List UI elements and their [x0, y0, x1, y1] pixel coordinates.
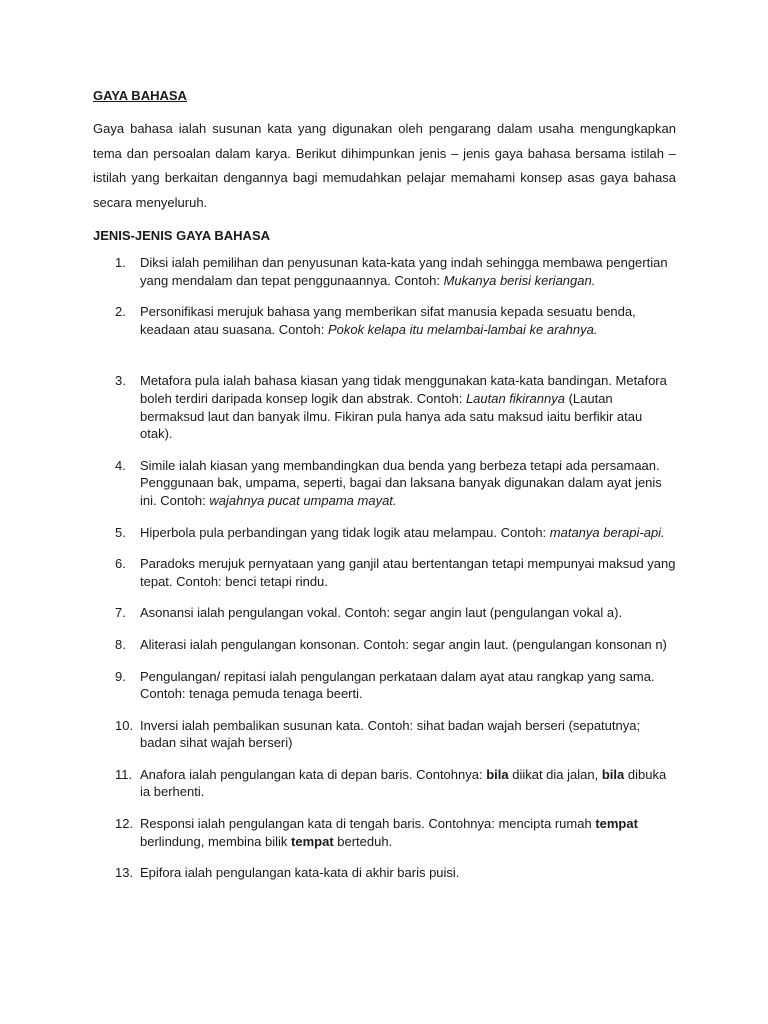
item-text-cont: diikat dia jalan, — [508, 766, 602, 782]
item-example: Pokok kelapa itu melambai-lambai ke arahnya. — [327, 321, 598, 337]
item-text: Paradoks merujuk pernyataan yang ganjil atau bertentangan tetapi mempunyai maksud yang tepat. Contoh: benci tetapi rindu. — [140, 556, 676, 589]
list-item — [93, 604, 676, 622]
item-text: Responsi ialah pengulangan kata di tengah baris. Contohnya: mencipta rumah — [140, 816, 596, 832]
item-text: Diksi ialah pemilihan dan penyusunan kata-kata yang indah sehingga membawa pengertian yang mendalam dan tepat penggunaannya. Contoh: — [140, 255, 668, 288]
gaya-bahasa-list — [93, 254, 676, 882]
list-number: 8. — [115, 636, 126, 652]
list-item — [93, 766, 676, 801]
item-bold-word: bila — [486, 766, 509, 782]
item-example: Lautan fikirannya — [465, 390, 565, 406]
item-text-cont: berlindung, membina bilik — [140, 833, 292, 849]
list-item — [93, 555, 676, 590]
list-number: 10. — [115, 717, 134, 733]
list-number: 7. — [115, 605, 126, 621]
list-item — [93, 254, 676, 289]
list-item — [93, 815, 676, 850]
list-item — [93, 636, 676, 654]
list-number: 6. — [115, 556, 126, 572]
item-example: Mukanya berisi keriangan. — [443, 272, 596, 288]
item-text: Simile ialah kiasan yang membandingkan dua benda yang berbeza tetapi ada persamaan. Penggunaan bak, umpama, seperti, bagai dan laksana banyak digunakan dalam ayat jenis ini. Contoh: — [140, 457, 662, 508]
item-text-cont: (Lautan bermaksud laut dan banyak ilmu. Fikiran pula hanya ada satu maksud iaitu berfikir atau otak). — [140, 390, 643, 442]
list-item — [93, 457, 676, 510]
list-number: 13. — [115, 865, 134, 881]
item-text: Anafora ialah pengulangan kata di depan baris. Contohnya: — [140, 766, 487, 782]
list-number: 2. — [115, 304, 126, 320]
intro-paragraph: Gaya bahasa ialah susunan kata yang digunakan oleh pengarang dalam usaha mengungkapkan tema dan persoalan dalam karya. Berikut dihimpunkan jenis – jenis gaya bahasa bersama istilah – istilah yang berkaitan dengannya bagi memudahkan pelajar memahami konsep asas gaya bahasa secara menyeluruh. — [93, 121, 676, 210]
item-text-cont: berteduh. — [333, 833, 393, 849]
list-number: 1. — [115, 255, 126, 270]
list-item — [93, 303, 676, 338]
list-number: 3. — [115, 373, 126, 389]
section-heading: JENIS-JENIS GAYA BAHASA — [93, 228, 270, 243]
item-text: Personifikasi merujuk bahasa yang memberikan sifat manusia kepada sesuatu benda, keadaan atau suasana. Contoh: — [140, 304, 636, 337]
item-bold-word: tempat — [291, 833, 334, 849]
item-text: Aliterasi ialah pengulangan konsonan. Contoh: segar angin laut. (pengulangan konsonan n) — [140, 636, 667, 652]
item-text-cont: dibuka ia berhenti. — [140, 766, 667, 800]
item-example: wajahnya pucat umpama mayat. — [209, 492, 397, 508]
item-text: Epifora ialah pengulangan kata-kata di akhir baris puisi. — [140, 865, 460, 881]
list-number: 4. — [115, 457, 126, 473]
list-item — [93, 372, 676, 442]
list-number: 12. — [115, 816, 134, 832]
list-number: 9. — [115, 668, 126, 684]
item-text: Hiperbola pula perbandingan yang tidak logik atau melampau. Contoh: — [140, 524, 550, 540]
list-item — [93, 524, 676, 542]
item-example: matanya berapi-api. — [549, 524, 665, 540]
item-text: Inversi ialah pembalikan susunan kata. Contoh: sihat badan wajah berseri (sepatutnya; badan sihat wajah berseri) — [140, 717, 641, 751]
document-title: GAYA BAHASA — [93, 88, 187, 103]
list-item — [93, 864, 676, 882]
item-text: Asonansi ialah pengulangan vokal. Contoh: segar angin laut (pengulangan vokal a). — [140, 605, 623, 621]
item-bold-word: bila — [601, 766, 625, 782]
item-bold-word: tempat — [595, 816, 638, 832]
item-text: Pengulangan/ repitasi ialah pengulangan perkataan dalam ayat atau rangkap yang sama. Contoh: tenaga pemuda tenaga beerti. — [140, 668, 655, 702]
list-number: 5. — [115, 524, 126, 540]
item-text: Metafora pula ialah bahasa kiasan yang tidak menggunakan kata-kata bandingan. Metafora boleh terdiri daripada konsep logik dan abstrak. Contoh: — [140, 373, 667, 406]
list-item — [93, 668, 676, 703]
list-number: 11. — [115, 766, 133, 782]
list-item — [93, 717, 676, 752]
